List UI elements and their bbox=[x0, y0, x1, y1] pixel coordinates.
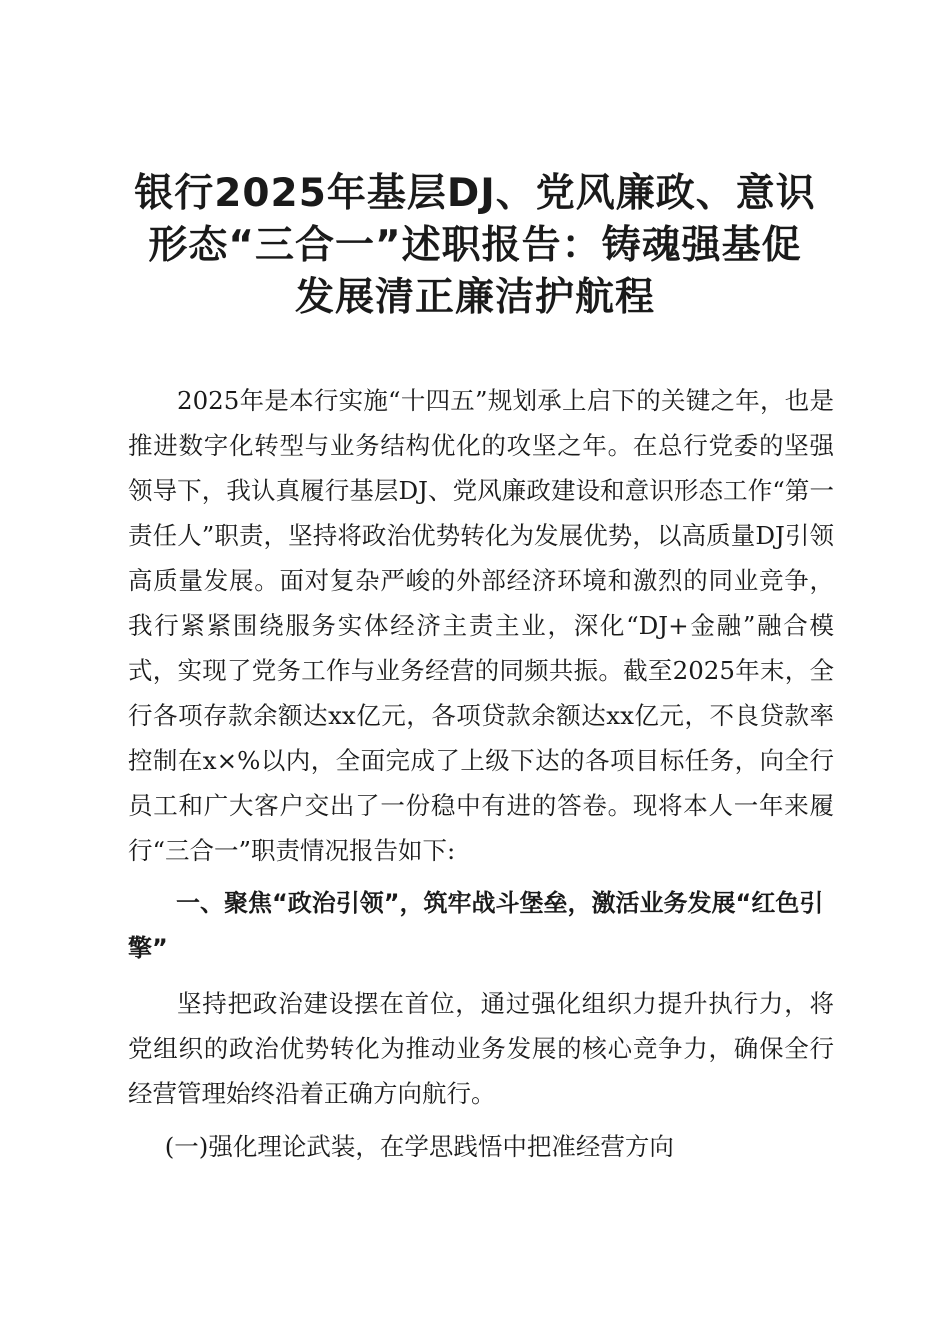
title-line-2: 形态“三合一”述职报告：铸魂强基促 bbox=[148, 223, 802, 268]
document-body bbox=[128, 378, 834, 1169]
title-line-1: 银行2025年基层DJ、党风廉政、意识 bbox=[134, 171, 816, 216]
section-1-paragraph: 坚持把政治建设摆在首位，通过强化组织力提升执行力，将党组织的政治优势转化为推动业务发展的核心竞争力，确保全行经营管理始终沿着正确方向航行。 bbox=[128, 989, 834, 1108]
section-heading-1: 一、聚焦“政治引领”，筑牢战斗堡垒，激活业务发展“红色引擎” bbox=[128, 889, 824, 962]
title-line-3: 发展清正廉洁护航程 bbox=[294, 275, 655, 320]
document-title bbox=[100, 168, 850, 324]
subsection-heading-1: (一)强化理论武装，在学思践悟中把准经营方向 bbox=[164, 1132, 674, 1161]
intro-paragraph: 2025年是本行实施“十四五”规划承上启下的关键之年，也是推进数字化转型与业务结构优化的攻坚之年。在总行党委的坚强领导下，我认真履行基层DJ、党风廉政建设和意识形态工作“第一责任人”职责，坚持将政治优势转化为发展优势，以高质量DJ引领高质量发展。面对复杂严峻的外部经济环境和激烈的同业竞争，我行紧紧围绕服务实体经济主责主业，深化“DJ+金融”融合模式，实现了党务工作与业务经营的同频共振。截至2025年末，全行各项存款余额达xx亿元，各项贷款余额达xx亿元，不良贷款率控制在x×%以内，全面完成了上级下达的各项目标任务，向全行员工和广大客户交出了一份稳中有进的答卷。现将本人一年来履行“三合一”职责情况报告如下: bbox=[128, 386, 834, 865]
